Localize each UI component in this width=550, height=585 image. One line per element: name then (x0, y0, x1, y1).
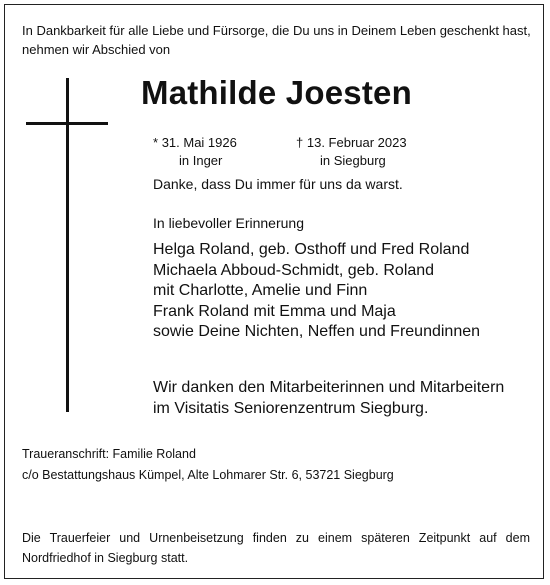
mourning-address (22, 444, 394, 486)
death-symbol: † (296, 135, 304, 150)
death-place: in Siegburg (320, 153, 386, 168)
mourner-line: Frank Roland mit Emma und Maja (153, 302, 396, 320)
death-info (296, 134, 407, 170)
death-date: 13. Februar 2023 (306, 135, 407, 150)
staff-thanks-line: Wir danken den Mitarbeiterinnen und Mitarbeitern (153, 379, 505, 396)
deceased-name: Mathilde Joesten (141, 74, 412, 111)
address-line: c/o Bestattungshaus Kümpel, Alte Lohmarer Str. 6, 53721 Siegburg (22, 468, 394, 482)
mourner-line: Helga Roland, geb. Osthoff und Fred Roland (153, 241, 470, 258)
mourner-line: sowie Deine Nichten, Neffen und Freundinnen (153, 323, 481, 340)
mourner-line: mit Charlotte, Amelie und Finn (153, 282, 368, 299)
staff-thanks-line: im Visitatis Seniorenzentrum Siegburg. (153, 400, 429, 417)
cross-vertical-bar (66, 78, 69, 412)
memory-heading: In liebevoller Erinnerung (153, 215, 304, 231)
staff-thanks (153, 377, 504, 419)
intro-text (22, 21, 531, 59)
thanks-text: Danke, dass Du immer für uns da warst. (153, 176, 403, 192)
mourner-line: Michaela Abboud-Schmidt, geb. Roland (153, 261, 435, 279)
intro-line: nehmen wir Abschied von (22, 42, 171, 57)
intro-line: In Dankbarkeit für alle Liebe und Fürsorge, die Du uns in Deinem Leben geschenkt hast, (22, 23, 531, 38)
mourners-list (153, 240, 480, 343)
funeral-note: Die Trauerfeier und Urnenbeisetzung finden zu einem späteren Zeitpunkt auf dem Nordfriedhof in Siegburg statt. (22, 531, 530, 565)
address-line: Traueranschrift: Familie Roland (22, 447, 196, 461)
birth-symbol: * (153, 135, 159, 150)
birth-date: 31. Mai 1926 (161, 135, 237, 150)
cross-horizontal-bar (26, 122, 108, 125)
birth-info (153, 134, 237, 170)
birth-place: in Inger (179, 153, 223, 168)
